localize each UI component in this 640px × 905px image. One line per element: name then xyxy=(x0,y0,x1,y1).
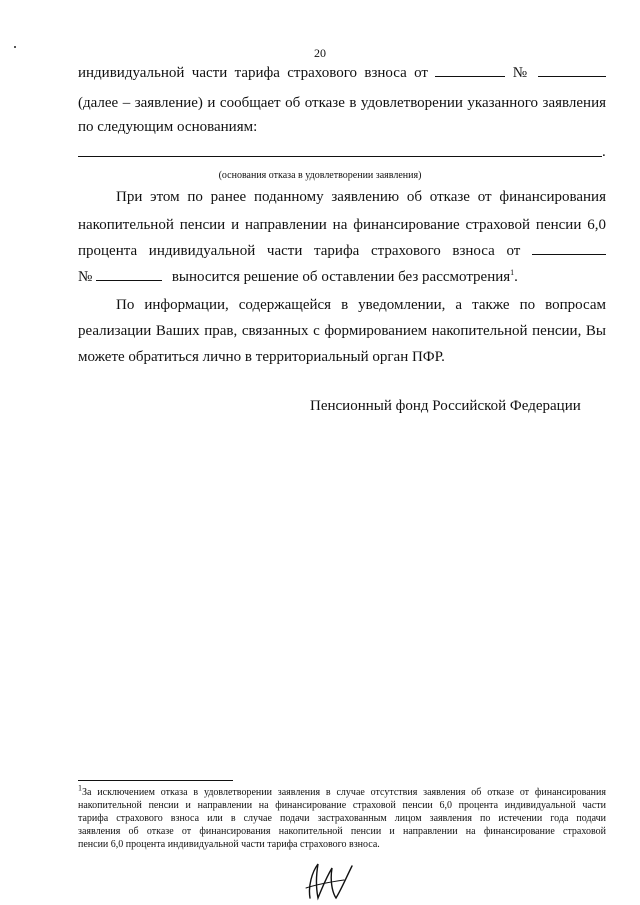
para3-line3: можете обратиться лично в территориальный орган ПФР. xyxy=(78,349,445,365)
number-blank xyxy=(96,268,162,281)
footnote-line3: тарифа страхового взноса или в случае подачи застрахованным лицом заявления по истечении года подачи xyxy=(78,813,606,824)
date-blank xyxy=(532,242,606,255)
footnote-marker: 1 xyxy=(78,783,82,793)
number-sign: № xyxy=(512,65,531,81)
para1-line3: по следующим основаниям: xyxy=(78,119,258,135)
para3-line2: реализации Ваших прав, связанных с формированием накопительной пенсии, Вы xyxy=(78,323,606,339)
page-number: 20 xyxy=(314,46,326,60)
footnote-line4: заявления об отказе от финансирования накопительной пенсии и направлении на финансирование страховой xyxy=(78,826,606,837)
footnote-separator xyxy=(78,780,233,781)
footnote-line2: накопительной пенсии и направлении на финансирование страховой пенсии 6,0 процента индивидуальной части xyxy=(78,800,606,811)
number-blank xyxy=(538,64,606,77)
date-blank xyxy=(435,64,505,77)
para2-line4 xyxy=(78,268,606,286)
para2-line1: При этом по ранее поданному заявлению об отказе от финансирования xyxy=(116,189,606,205)
para1-line1-text: индивидуальной части тарифа страхового взноса от xyxy=(78,65,428,81)
para1-line1 xyxy=(78,64,606,82)
reason-caption: (основания отказа в удовлетворении заявления) xyxy=(218,170,422,181)
para2-line2: накопительной пенсии и направлении на финансирование страховой пенсии 6,0 xyxy=(78,217,606,233)
number-sign: № xyxy=(78,269,93,285)
scan-speck xyxy=(14,46,16,48)
handwritten-signature xyxy=(296,858,356,902)
reason-line-end: . xyxy=(602,144,606,160)
para2-line3-text: процента индивидуальной части тарифа страхового взноса от xyxy=(78,243,521,259)
signature-org: Пенсионный фонд Российской Федерации xyxy=(310,398,581,414)
footnote-line1-text: За исключением отказа в удовлетворении заявления в случае отсутствия заявления об отказе от финансирования xyxy=(82,787,606,798)
footnote-line1 xyxy=(78,783,606,799)
reason-blank-line xyxy=(78,156,602,157)
para2-line3 xyxy=(78,242,606,260)
footnote-line5: пенсии 6,0 процента индивидуальной части тарифа страхового взноса. xyxy=(78,839,380,850)
para1-line2: (далее – заявление) и сообщает об отказе в удовлетворении указанного заявления xyxy=(78,95,606,111)
para2-line4-text: выносится решение об оставлении без рассмотрения xyxy=(171,269,511,285)
para2-line4-end: . xyxy=(514,269,518,285)
footnote-ref: 1 xyxy=(510,268,515,277)
para3-line1: По информации, содержащейся в уведомлении, а также по вопросам xyxy=(116,297,606,313)
